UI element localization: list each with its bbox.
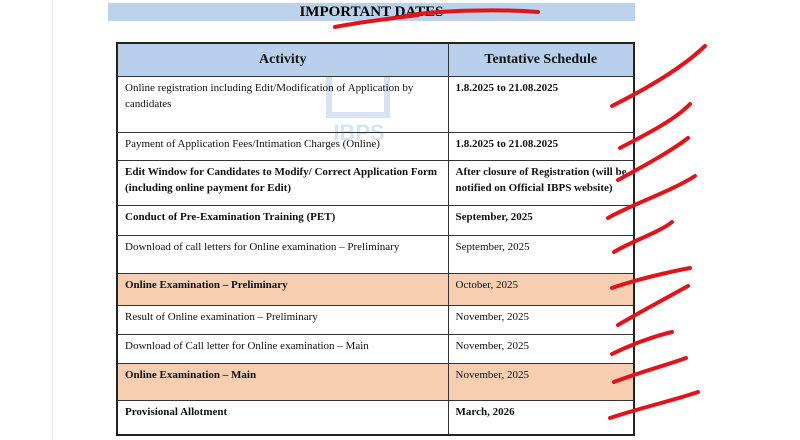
activity-cell: Online Examination – Preliminary [117,274,448,306]
table-row [117,133,634,161]
table-row [117,401,634,436]
activity-cell: Download of Call letter for Online examination – Main [117,335,448,364]
activity-cell: Payment of Application Fees/Intimation Charges (Online) [117,133,448,161]
schedule-cell: November, 2025 [448,364,634,401]
watermark-text: IBPS [333,120,385,145]
schedule-cell: September, 2025 [448,206,634,236]
activity-cell: Conduct of Pre-Examination Training (PET) [117,206,448,236]
important-dates-table [116,42,635,436]
activity-cell: Online registration including Edit/Modification of Application by candidates [117,77,448,133]
table-row [117,206,634,236]
schedule-cell: After closure of Registration (will be notified on Official IBPS website) [448,161,634,206]
table-row [117,335,634,364]
table-row [117,364,634,401]
schedule-cell: October, 2025 [448,274,634,306]
schedule-cell: November, 2025 [448,306,634,335]
schedule-cell: November, 2025 [448,335,634,364]
table-header-row [117,43,634,77]
schedule-column-header: Tentative Schedule [448,43,634,77]
activity-cell: Online Examination – Main [117,364,448,401]
table-row [117,236,634,274]
schedule-cell: September, 2025 [448,236,634,274]
table-row [117,161,634,206]
activity-cell: Download of call letters for Online examination – Preliminary [117,236,448,274]
table-row [117,77,634,133]
activity-column-header: Activity [117,43,448,77]
schedule-cell: 1.8.2025 to 21.08.2025 [448,77,634,133]
page-title: IMPORTANT DATES [108,3,635,21]
table-row [117,274,634,306]
schedule-cell: March, 2026 [448,401,634,436]
activity-cell: Edit Window for Candidates to Modify/ Correct Application Form (including online payment for Edit) [117,161,448,206]
activity-cell: Provisional Allotment [117,401,448,436]
activity-cell: Result of Online examination – Preliminary [117,306,448,335]
schedule-cell: 1.8.2025 to 21.08.2025 [448,133,634,161]
table-row [117,306,634,335]
page-edge [52,0,53,440]
